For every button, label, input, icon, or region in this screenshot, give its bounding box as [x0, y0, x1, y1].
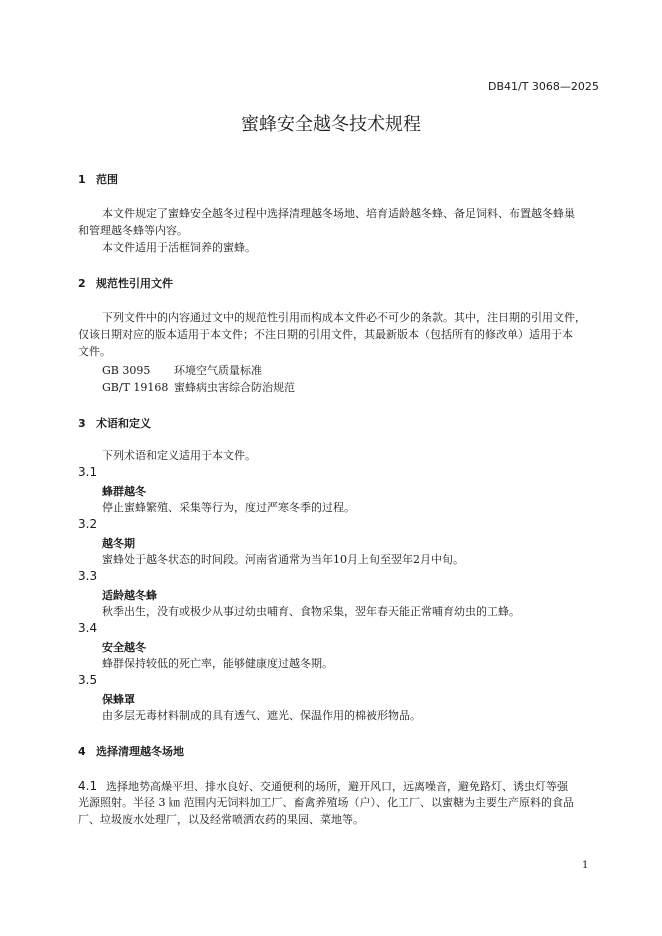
section-3-heading — [78, 415, 151, 431]
normative-reference — [102, 362, 262, 378]
section-number: 2 — [78, 277, 86, 290]
term-number: 3.3 — [78, 569, 98, 583]
reference-name: 蜜蜂病虫害综合防治规范 — [174, 381, 295, 394]
section-2-heading — [78, 275, 173, 291]
paragraph-line: 本文件规定了蜜蜂安全越冬过程中选择清理越冬场地、培育适龄越冬蜂、备足饲料、布置越冬蜂巢 — [102, 207, 575, 220]
term-name: 保蜂罩 — [102, 693, 135, 706]
clause-text: 选择地势高燥平坦、排水良好、交通便利的场所，避开风口，远离噪音，避免路灯、诱虫灯等强 — [106, 780, 568, 793]
section-title: 选择清理越冬场地 — [96, 745, 184, 758]
document-title: 蜜蜂安全越冬技术规程 — [241, 114, 421, 135]
paragraph-line: 光源照射。半径 3 ㎞ 范围内无饲料加工厂、畜禽养殖场（户）、化工厂、以蜜糖为主要生产原料的食品 — [78, 796, 574, 809]
term-definition: 秋季出生，没有或极少从事过幼虫哺育、食物采集，翌年春天能正常哺育幼虫的工蜂。 — [102, 605, 520, 618]
section-number: 1 — [78, 173, 86, 186]
term-name: 安全越冬 — [102, 641, 146, 654]
section-number: 4 — [78, 745, 86, 758]
term-number: 3.4 — [78, 621, 98, 635]
paragraph-line: 和管理越冬蜂等内容。 — [78, 224, 188, 237]
reference-code: GB/T 19168 — [102, 381, 169, 394]
paragraph: 下列术语和定义适用于本文件。 — [102, 449, 256, 462]
document-id: DB41/T 3068—2025 — [488, 80, 599, 93]
term-definition: 停止蜜蜂繁殖、采集等行为，度过严寒冬季的过程。 — [102, 501, 355, 514]
paragraph-line: 仅该日期对应的版本适用于本文件；不注日期的引用文件，其最新版本（包括所有的修改单）适用于本 — [78, 328, 573, 341]
section-title: 规范性引用文件 — [96, 277, 173, 290]
term-definition: 蜂群保持较低的死亡率，能够健康度过越冬期。 — [102, 657, 333, 670]
section-4-heading — [78, 743, 184, 759]
term-number: 3.1 — [78, 465, 98, 479]
clause-number: 4.1 — [78, 779, 98, 793]
reference-name: 环境空气质量标准 — [174, 364, 262, 377]
section-title: 术语和定义 — [96, 417, 151, 430]
term-name: 适龄越冬蜂 — [102, 589, 157, 602]
section-title: 范围 — [96, 173, 118, 186]
reference-code: GB 3095 — [102, 364, 151, 377]
normative-reference — [102, 379, 295, 395]
term-name: 蜂群越冬 — [102, 485, 146, 498]
paragraph-line: 文件。 — [78, 345, 111, 358]
paragraph-line: 下列文件中的内容通过文中的规范性引用而构成本文件必不可少的条款。其中，注日期的引用文件， — [102, 311, 586, 324]
term-number: 3.5 — [78, 673, 98, 687]
page-number: 1 — [582, 860, 589, 871]
term-definition: 由多层无毒材料制成的具有透气、遮光、保温作用的棉被形物品。 — [102, 709, 421, 722]
term-definition: 蜜蜂处于越冬状态的时间段。河南省通常为当年10月上旬至翌年2月中旬。 — [102, 553, 464, 566]
term-name: 越冬期 — [102, 537, 135, 550]
section-1-heading — [78, 171, 118, 187]
paragraph: 本文件适用于活框饲养的蜜蜂。 — [102, 241, 256, 254]
section-number: 3 — [78, 417, 86, 430]
term-number: 3.2 — [78, 517, 98, 531]
paragraph-line: 厂、垃圾废水处理厂，以及经常喷洒农药的果园、菜地等。 — [78, 813, 364, 826]
